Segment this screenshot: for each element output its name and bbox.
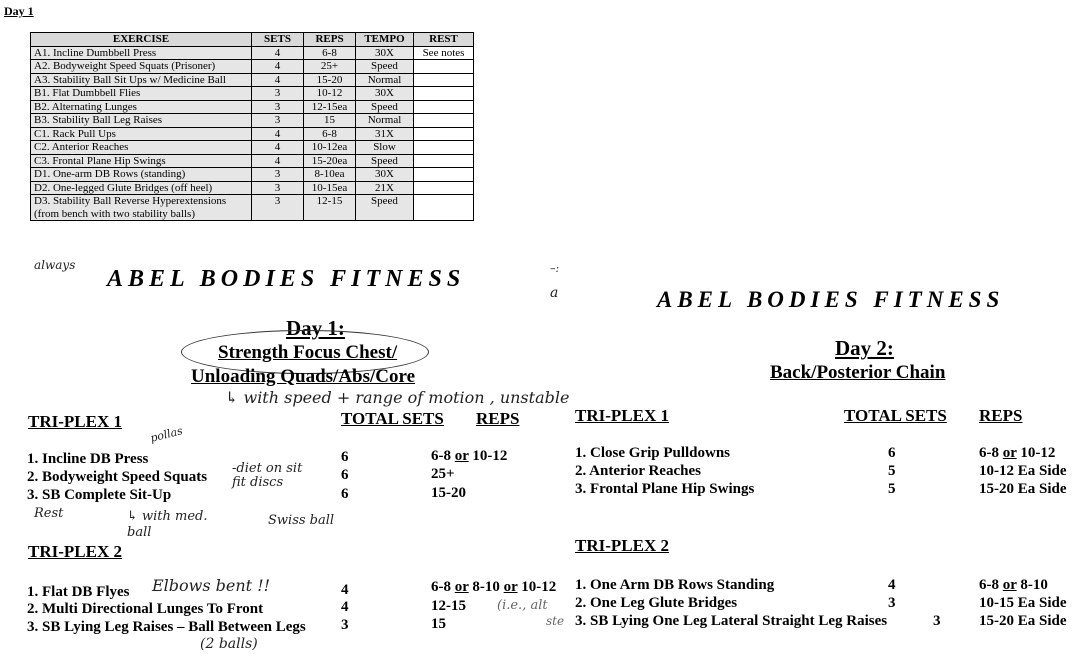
exercise-sets: 6 (888, 445, 896, 461)
scribble-note: always (34, 258, 76, 272)
subtitle-line-2: Unloading Quads/Abs/Core (191, 366, 416, 387)
subtitle-line-1: Strength Focus Chest/ (218, 342, 398, 363)
triplex-title: TRI-PLEX 2 (575, 536, 669, 555)
exercise-reps: 6-8 or 10-12 (431, 448, 508, 464)
exercise-name: 3. SB Complete Sit-Up (27, 487, 172, 503)
table-row (31, 181, 474, 195)
column-header: REPS (304, 33, 356, 47)
table-cell: B2. Alternating Lunges (31, 100, 252, 114)
exercise-name: 3. Frontal Plane Hip Swings (575, 481, 755, 497)
table-cell: 30X (356, 87, 414, 101)
day-title: Day 2: (835, 336, 894, 360)
exercise-sets: 5 (888, 481, 896, 497)
day-label: Day 1 (4, 4, 34, 18)
table-cell: Normal (356, 114, 414, 128)
edge-mark: –: (550, 262, 560, 275)
triplex-title: TRI-PLEX 2 (28, 542, 122, 561)
table-cell: D3. Stability Ball Reverse Hyperextensions (from bench with two stability balls) (31, 195, 252, 221)
table-cell: 3 (252, 195, 304, 221)
table-cell: 4 (252, 141, 304, 155)
table-cell: 10-12ea (304, 141, 356, 155)
table-cell: D2. One-legged Glute Bridges (off heel) (31, 181, 252, 195)
table-cell: 3 (252, 87, 304, 101)
table-cell: Speed (356, 60, 414, 74)
table-cell: 4 (252, 60, 304, 74)
table-row (31, 154, 474, 168)
table-cell (414, 73, 474, 87)
exercise-reps: 6-8 or 8-10 (979, 577, 1048, 593)
table-cell (414, 181, 474, 195)
exercise-name: 2. One Leg Glute Bridges (575, 595, 738, 611)
handwritten-note: pollas (148, 424, 184, 445)
table-cell (414, 154, 474, 168)
column-header-reps: REPS (476, 409, 520, 428)
handwritten-note: -diet on sit fit discs (232, 461, 303, 490)
table-row (31, 100, 474, 114)
table-cell: A3. Stability Ball Sit Ups w/ Medicine Ball (31, 73, 252, 87)
table-cell: B3. Stability Ball Leg Raises (31, 114, 252, 128)
exercise-sets: 6 (341, 449, 349, 465)
table-cell (414, 127, 474, 141)
edge-note: a (550, 285, 559, 301)
handwritten-note: (2 balls) (200, 636, 258, 652)
exercise-reps: 15-20 Ea Side (979, 613, 1067, 629)
table-cell: 12-15ea (304, 100, 356, 114)
table-cell: 21X (356, 181, 414, 195)
handwritten-note: ste (546, 614, 565, 628)
table-cell: 15-20 (304, 73, 356, 87)
table-cell: A1. Incline Dumbbell Press (31, 46, 252, 60)
table-cell: 4 (252, 127, 304, 141)
exercise-name: 2. Multi Directional Lunges To Front (27, 601, 264, 617)
table-cell: 3 (252, 114, 304, 128)
exercise-name: 1. One Arm DB Rows Standing (575, 577, 775, 593)
table-cell: 3 (252, 100, 304, 114)
table-cell: 12-15 (304, 195, 356, 221)
column-header: SETS (252, 33, 304, 47)
exercise-sets: 3 (341, 617, 349, 633)
exercise-sets: 4 (888, 577, 896, 593)
table-row (31, 73, 474, 87)
handwritten-note: Elbows bent !! (152, 576, 271, 595)
exercise-sets: 4 (341, 582, 349, 598)
handwritten-note: ↳ with speed + range of motion , unstable (225, 388, 570, 407)
brand-title: ABEL BODIES FITNESS (107, 266, 466, 292)
table-cell: 3 (252, 168, 304, 182)
exercise-name: 3. SB Lying Leg Raises – Ball Between Legs (27, 619, 306, 635)
exercise-name: 2. Bodyweight Speed Squats (27, 469, 208, 485)
brand-title: ABEL BODIES FITNESS (657, 287, 1005, 312)
table-cell: 25+ (304, 60, 356, 74)
table-cell (414, 141, 474, 155)
table-row (31, 46, 474, 60)
table-cell (414, 60, 474, 74)
exercise-sets: 6 (341, 467, 349, 483)
table-cell: 6-8 (304, 127, 356, 141)
table-cell: 15 (304, 114, 356, 128)
exercise-sets: 6 (341, 486, 349, 502)
table-cell: 4 (252, 154, 304, 168)
table-cell: Normal (356, 73, 414, 87)
exercise-reps: 10-12 Ea Side (979, 463, 1067, 479)
exercise-reps: 15-20 (431, 485, 466, 501)
day-title: Day 1: (286, 316, 345, 340)
exercise-reps: 6-8 or 8-10 or 10-12 (431, 579, 557, 595)
table-cell: 10-12 (304, 87, 356, 101)
column-header-total-sets: TOTAL SETS (844, 406, 947, 425)
column-header-total-sets: TOTAL SETS (341, 409, 444, 428)
exercise-sets: 3 (933, 613, 941, 629)
table-cell: 10-15ea (304, 181, 356, 195)
exercise-reps: 25+ (431, 466, 455, 482)
column-header: TEMPO (356, 33, 414, 47)
table-cell: A2. Bodyweight Speed Squats (Prisoner) (31, 60, 252, 74)
table-cell: 30X (356, 168, 414, 182)
table-cell: 4 (252, 46, 304, 60)
table-cell: 6-8 (304, 46, 356, 60)
handwritten-note: Rest (34, 506, 64, 521)
table-header-row (31, 33, 474, 47)
table-cell: 15-20ea (304, 154, 356, 168)
table-cell: Speed (356, 195, 414, 221)
exercise-table (30, 32, 474, 221)
table-cell: 3 (252, 181, 304, 195)
handwritten-note: (i.e., alt (497, 598, 548, 613)
table-cell (414, 114, 474, 128)
table-row (31, 127, 474, 141)
exercise-name: 1. Flat DB Flyes (27, 584, 130, 600)
exercise-sets: 4 (341, 599, 349, 615)
handwritten-note: ↳ with med. ball (127, 509, 208, 540)
table-cell: C1. Rack Pull Ups (31, 127, 252, 141)
exercise-name: 1. Close Grip Pulldowns (575, 445, 731, 461)
exercise-name: 2. Anterior Reaches (575, 463, 701, 479)
table-row (31, 195, 474, 221)
table-cell (414, 87, 474, 101)
exercise-reps: 10-15 Ea Side (979, 595, 1067, 611)
column-header: EXERCISE (31, 33, 252, 47)
table-cell: See notes (414, 46, 474, 60)
column-header: REST (414, 33, 474, 47)
table-row (31, 141, 474, 155)
table-cell (414, 195, 474, 221)
table-cell (414, 100, 474, 114)
table-cell: B1. Flat Dumbbell Flies (31, 87, 252, 101)
exercise-reps: 12-15 (431, 598, 466, 614)
exercise-reps: 15-20 Ea Side (979, 481, 1067, 497)
subtitle: Back/Posterior Chain (770, 362, 946, 383)
table-cell: 8-10ea (304, 168, 356, 182)
exercise-name: 1. Incline DB Press (27, 451, 149, 467)
table-cell: 4 (252, 73, 304, 87)
triplex-title: TRI-PLEX 1 (28, 412, 122, 431)
table-row (31, 60, 474, 74)
exercise-reps: 6-8 or 10-12 (979, 445, 1056, 461)
handwritten-note: Swiss ball (268, 513, 335, 528)
table-row (31, 168, 474, 182)
column-header-reps: REPS (979, 406, 1023, 425)
table-cell (414, 168, 474, 182)
table-cell: 30X (356, 46, 414, 60)
triplex-title: TRI-PLEX 1 (575, 406, 669, 425)
table-cell: Speed (356, 100, 414, 114)
exercise-reps: 15 (431, 616, 446, 632)
table-row (31, 114, 474, 128)
exercise-sets: 3 (888, 595, 896, 611)
table-cell: Slow (356, 141, 414, 155)
table-cell: C3. Frontal Plane Hip Swings (31, 154, 252, 168)
table-row (31, 87, 474, 101)
table-cell: C2. Anterior Reaches (31, 141, 252, 155)
table-cell: D1. One-arm DB Rows (standing) (31, 168, 252, 182)
table-cell: Speed (356, 154, 414, 168)
table-cell: 31X (356, 127, 414, 141)
exercise-sets: 5 (888, 463, 896, 479)
exercise-name: 3. SB Lying One Leg Lateral Straight Leg Raises (575, 613, 888, 629)
